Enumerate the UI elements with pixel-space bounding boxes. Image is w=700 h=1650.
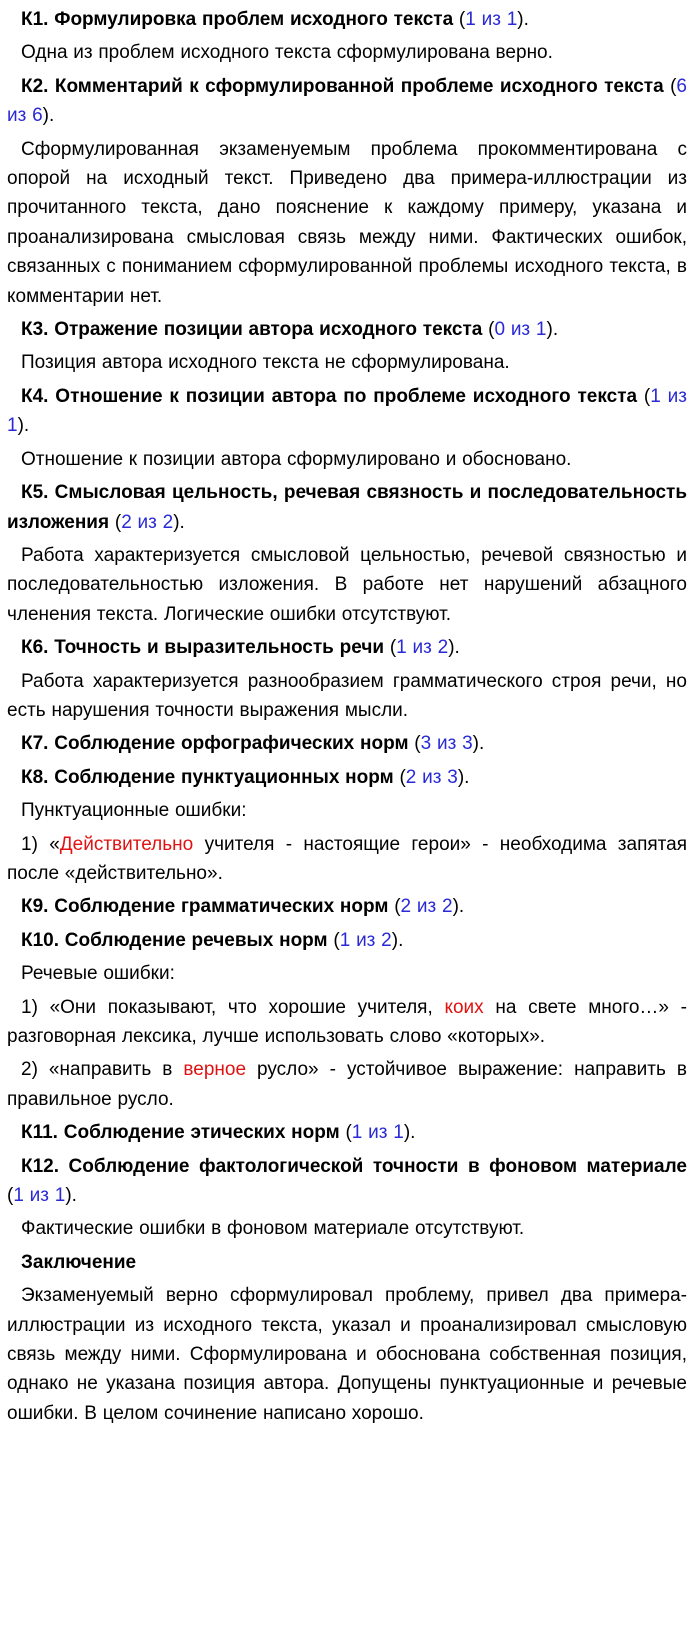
text-run: ). [173,511,185,533]
criterion-heading [7,633,687,662]
text-run: Работа характеризуется разнообразием грамматического строя речи, но есть нарушения точности выражения мысли. [7,670,687,721]
text-run: 2) «направить в [21,1059,184,1081]
text-run: Одна из проблем исходного текста сформулирована верно. [21,42,553,64]
text-run: Сформулированная экзаменуемым проблема прокомментирована с опорой на исходный текст. Приведено два примера-иллюстрации из прочитанного текста, дано пояснение к каждому примеру, указана и проанализирована смысловая связь между ними. Фактических ошибок, связанных с пониманием сформулированной проблемы исходного текста, в комментарии нет. [7,138,687,307]
criterion-title: К4. Отношение к позиции автора по проблеме исходного текста [21,385,638,407]
criterion-heading [7,382,687,441]
text-run: ( [7,1185,14,1207]
criterion-title: К1. Формулировка проблем исходного текста [21,9,454,30]
report-paragraph [7,135,687,311]
score-value: 1 из 2 [396,637,449,659]
criterion-heading [7,5,687,34]
text-run: учителя - настоящие герои» - необходима запятая после «действительно». [7,833,687,884]
criterion-title: Заключение [21,1251,137,1273]
text-run: ( [384,637,397,659]
score-value: 1 из 2 [339,929,392,951]
error-word: коих [444,996,484,1018]
criterion-heading [7,478,687,537]
text-run: Позиция автора исходного текста не сформулирована. [21,352,510,374]
score-value: 1 из 1 [7,385,688,437]
criterion-title: К9. Соблюдение грамматических норм [21,896,389,918]
text-run: ). [17,415,30,437]
criterion-title: К8. Соблюдение пунктуационных норм [21,766,394,788]
text-run: ( [393,766,406,788]
criterion-title: К12. Соблюдение фактологической точности в фоновом материале [21,1155,687,1177]
text-run: ( [339,1122,352,1144]
text-run: ). [65,1185,77,1207]
report-paragraph [7,38,687,67]
score-value: 2 из 3 [405,766,458,788]
criterion-heading [7,763,687,792]
text-run: ( [327,929,340,951]
report-paragraph [7,993,687,1052]
text-run: Экзаменуемый верно сформулировал проблему, привел два примера-иллюстрации из исходного текста, указал и проанализировал смысловую связь между ними. Сформулирована и обоснована собственная позиция, однако не указана позиция автора. Допущены пунктуационные и речевые ошибки. В целом сочинение написано хорошо. [7,1285,687,1424]
criterion-heading [7,315,687,344]
score-value: 2 из 2 [121,511,174,533]
criterion-title: К5. Смысловая цельность, речевая связность и последовательность изложения [7,482,687,533]
report-paragraph [7,541,687,629]
criterion-title: К10. Соблюдение речевых норм [21,929,328,951]
error-word: верное [183,1059,247,1081]
text-run: ( [388,896,401,918]
text-run: ). [457,766,470,788]
score-value: 1 из 1 [351,1122,404,1144]
criterion-title: К11. Соблюдение этических норм [21,1122,340,1144]
text-run: ). [448,637,460,659]
score-value: 0 из 1 [494,319,547,341]
text-run: на свете много…» - разговорная лексика, лучше использовать слово «которых». [7,996,687,1047]
criterion-heading [7,892,687,921]
text-run: ( [637,385,651,407]
criterion-title: К6. Точность и выразительность речи [21,637,385,659]
score-value: 2 из 2 [400,896,453,918]
text-run: ( [482,319,495,341]
text-run: ( [109,511,122,533]
report-paragraph [7,796,687,825]
report-paragraph [7,667,687,726]
criterion-heading [7,1118,687,1147]
report-paragraph [7,1055,687,1114]
report-paragraph [7,959,687,988]
text-run: русло» - устойчивое выражение: направить в правильное русло. [7,1059,687,1110]
assessment-report [7,5,687,1428]
text-run: Отношение к позиции автора сформулировано и обосновано. [21,448,572,470]
text-run: ( [453,9,466,30]
criterion-heading [7,1248,687,1277]
criterion-heading [7,72,687,131]
text-run: ( [408,733,421,755]
criterion-heading [7,926,687,955]
text-run: ). [546,319,559,341]
score-value: 6 из 6 [7,75,687,127]
text-run: 1) « [21,833,60,855]
text-run: Работа характеризуется смысловой цельностью, речевой связностью и последовательностью изложения. В работе нет нарушений абзацного членения текста. Логические ошибки отсутствуют. [7,544,687,625]
report-paragraph [7,348,687,377]
error-word: Действительно [59,833,194,855]
text-run: ). [403,1122,416,1144]
score-value: 3 из 3 [420,733,473,755]
criterion-heading [7,1152,687,1211]
text-run: Фактические ошибки в фоновом материале отсутствуют. [21,1218,525,1240]
text-run: Речевые ошибки: [21,963,175,985]
criterion-title: К3. Отражение позиции автора исходного текста [21,319,483,341]
text-run: ( [663,75,677,97]
text-run: Пунктуационные ошибки: [21,800,247,822]
report-paragraph [7,1281,687,1428]
text-run: ). [517,9,529,30]
text-run: ). [391,929,404,951]
score-value: 1 из 1 [13,1185,66,1207]
text-run: ). [472,733,485,755]
criterion-heading [7,729,687,758]
report-paragraph [7,830,687,889]
criterion-title: К7. Соблюдение орфографических норм [21,733,409,755]
report-paragraph [7,1214,687,1243]
text-run: ). [42,105,55,127]
score-value: 1 из 1 [465,9,518,30]
text-run: ). [452,896,465,918]
report-paragraph [7,445,687,474]
text-run: 1) «Они показывают, что хорошие учителя, [21,996,445,1018]
criterion-title: К2. Комментарий к сформулированной проблеме исходного текста [21,75,664,97]
